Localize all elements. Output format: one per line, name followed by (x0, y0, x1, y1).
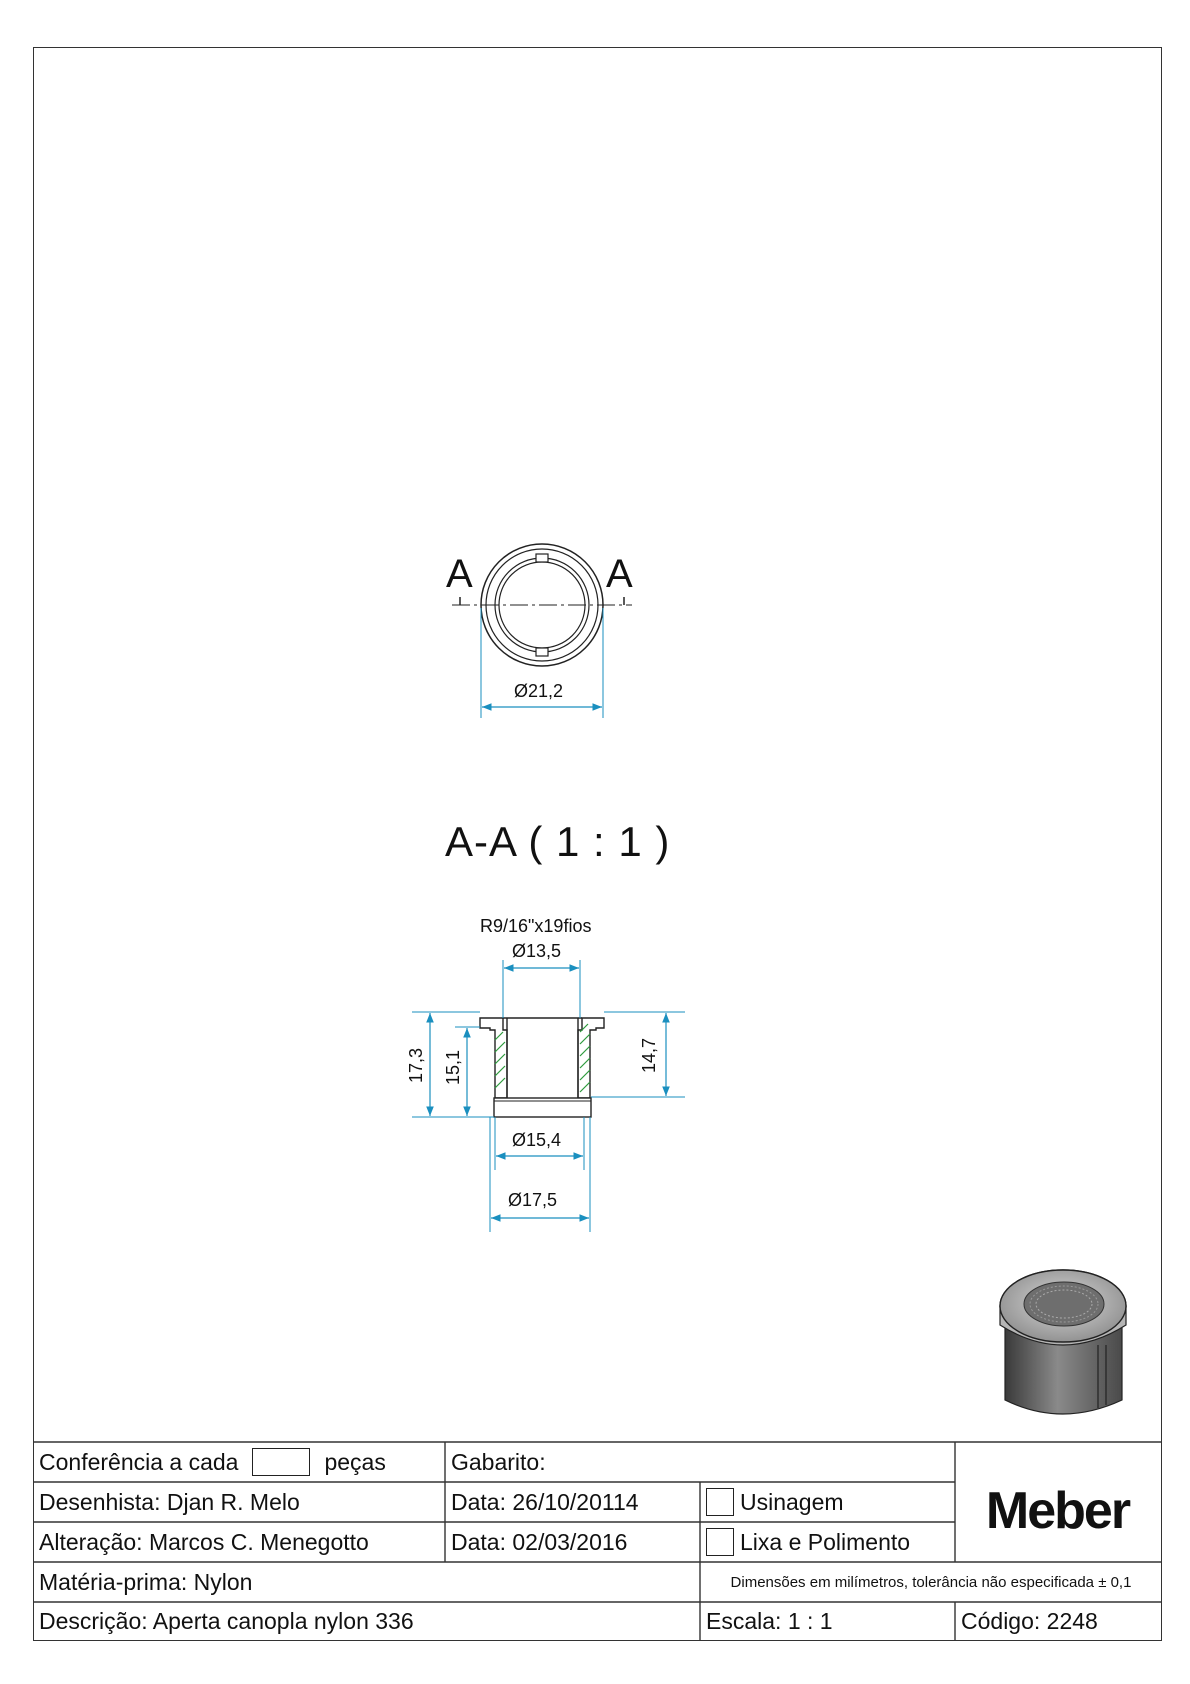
dimension-diameter-17-5: Ø17,5 (508, 1190, 558, 1210)
usinagem-label: Usinagem (740, 1488, 844, 1515)
tolerance-note: Dimensões em milímetros, tolerância não especificada ± 0,1 (730, 1573, 1132, 1591)
data-alteracao-field: Data: 02/03/2016 (451, 1528, 628, 1555)
gabarito-label: Gabarito: (451, 1448, 546, 1475)
dimension-height-17-3: 17,3 (406, 1047, 426, 1083)
conferencia-cell (33, 1442, 445, 1482)
pecas-label: peças (324, 1448, 386, 1475)
dimension-height-15-1: 15,1 (443, 1049, 463, 1085)
alteracao-field: Alteração: Marcos C. Menegotto (39, 1528, 369, 1555)
lixa-option[interactable] (700, 1522, 955, 1562)
dimension-diameter-13-5: Ø13,5 (512, 941, 562, 961)
materia-prima-field: Matéria-prima: Nylon (39, 1568, 253, 1595)
lixa-label: Lixa e Polimento (740, 1528, 911, 1555)
section-title: A-A ( 1 : 1 ) (445, 818, 671, 865)
dimension-diameter-15-4: Ø15,4 (512, 1130, 562, 1150)
usinagem-checkbox[interactable] (706, 1488, 734, 1516)
isometric-part-image (1000, 1270, 1126, 1414)
section-letter-right: A (606, 552, 633, 596)
dimension-diameter-21-2: Ø21,2 (514, 681, 564, 701)
escala-field: Escala: 1 : 1 (706, 1608, 833, 1634)
meber-logo: Meber (985, 1482, 1130, 1540)
section-letter-left: A (446, 552, 473, 596)
conferencia-label: Conferência a cada (39, 1448, 239, 1475)
thread-note: R9/16"x19fios (480, 916, 592, 936)
data-desenho-field: Data: 26/10/20114 (451, 1488, 639, 1515)
desenhista-field: Desenhista: Djan R. Melo (39, 1488, 300, 1515)
codigo-field: Código: 2248 (961, 1608, 1098, 1634)
dimension-height-14-7: 14,7 (639, 1037, 659, 1073)
descricao-field: Descrição: Aperta canopla nylon 336 (39, 1608, 414, 1634)
section-view (406, 916, 685, 1232)
lixa-checkbox[interactable] (706, 1528, 734, 1556)
conferencia-count-input[interactable] (252, 1448, 310, 1476)
front-view (446, 544, 633, 718)
usinagem-option[interactable] (700, 1482, 955, 1522)
